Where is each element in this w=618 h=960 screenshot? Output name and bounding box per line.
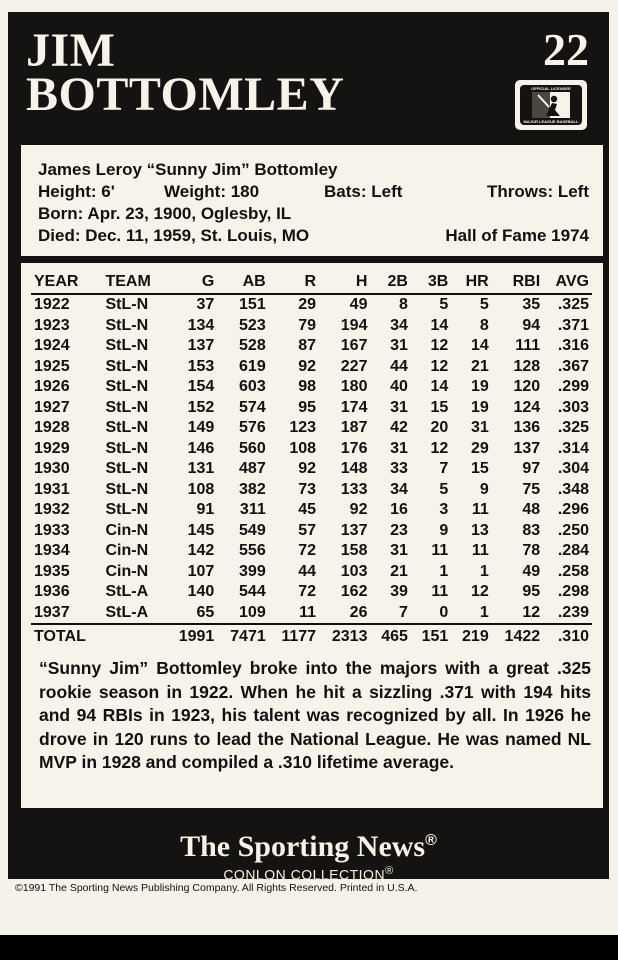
stats-header-ab: AB	[217, 271, 268, 294]
stats-cell-year: 1927	[34, 398, 70, 416]
stats-cell-g: 152	[187, 398, 215, 416]
collection-label	[8, 863, 609, 883]
stats-cell-r: 79	[298, 316, 317, 334]
stats-header-year: YEAR	[31, 271, 102, 294]
stats-cell-rbi: 124	[513, 398, 541, 416]
stats-cell-3b: 12	[430, 357, 449, 375]
stats-cell-g: 142	[187, 542, 215, 559]
stats-cell-h: 103	[340, 562, 368, 580]
stats-cell-h: 174	[340, 398, 368, 416]
stats-cell-hr: 19	[470, 398, 489, 416]
stats-cell-3b: 0	[439, 603, 449, 621]
stats-cell-rbi: 48	[522, 501, 541, 518]
stats-cell-rbi: 111	[515, 337, 541, 354]
player-first-name: JIM	[26, 24, 116, 77]
stats-cell-r: 92	[298, 460, 317, 477]
stats-cell-2b: 31	[390, 337, 408, 354]
stats-cell-team: StL-N	[105, 296, 149, 313]
stats-cell-year: 1929	[34, 439, 70, 457]
stats-cell-g: 91	[196, 501, 215, 518]
stats-cell-g: 107	[187, 562, 215, 580]
stats-cell-year: 1926	[34, 378, 70, 395]
stats-cell-avg: .298	[557, 583, 589, 600]
stats-row	[31, 357, 592, 378]
full-name: James Leroy “Sunny Jim” Bottomley	[38, 160, 338, 179]
born: Born: Apr. 23, 1900, Oglesby, IL	[38, 204, 292, 223]
stats-header-h: H	[319, 271, 370, 294]
stats-cell-g: 134	[187, 316, 215, 334]
stats-cell-team: StL-N	[105, 480, 149, 498]
stats-cell-g: 137	[187, 337, 215, 354]
stats-cell-h: 194	[340, 316, 368, 334]
stats-total-hr: 219	[451, 624, 491, 649]
stats-cell-3b: 20	[430, 419, 449, 436]
stats-cell-ab: 619	[239, 357, 266, 375]
stats-cell-team: StL-N	[105, 419, 149, 436]
stats-total-team	[102, 624, 165, 649]
stats-row	[31, 418, 592, 439]
stats-cell-r: 11	[299, 603, 317, 621]
stats-header-avg: AVG	[543, 271, 592, 294]
stats-cell-rbi: 120	[513, 378, 541, 395]
stats-cell-3b: 1	[439, 562, 449, 580]
stats-cell-3b: 14	[430, 378, 449, 395]
stats-cell-hr: 14	[470, 337, 489, 354]
stats-cell-hr: 11	[471, 501, 489, 518]
stats-row	[31, 480, 592, 501]
stats-cell-h: 158	[340, 542, 368, 559]
stats-total-g: 1991	[166, 624, 217, 649]
stats-cell-3b: 5	[439, 296, 449, 313]
stats-cell-h: 176	[340, 439, 368, 457]
stats-cell-hr: 15	[470, 460, 489, 477]
stats-cell-team: Cin-N	[105, 562, 149, 580]
stats-cell-year: 1924	[34, 337, 70, 354]
stats-cell-2b: 39	[390, 583, 408, 600]
stats-cell-rbi: 12	[522, 603, 541, 621]
stats-cell-r: 73	[298, 480, 317, 498]
stats-cell-rbi: 136	[513, 419, 541, 436]
stats-header-3b: 3B	[411, 271, 451, 294]
stats-cell-2b: 7	[398, 603, 408, 621]
stats-header-team: TEAM	[102, 271, 165, 294]
stats-cell-team: StL-N	[105, 460, 149, 477]
stats-cell-g: 145	[187, 521, 215, 539]
stats-cell-avg: .314	[557, 439, 589, 457]
stats-cell-avg: .303	[557, 398, 589, 416]
stats-cell-ab: 523	[239, 316, 266, 334]
stats-row	[31, 377, 592, 398]
player-name	[26, 24, 345, 121]
stats-cell-year: 1922	[34, 296, 70, 313]
stats-cell-year: 1932	[34, 501, 70, 518]
stats-cell-hr: 11	[471, 542, 489, 559]
stats-cell-team: StL-N	[105, 378, 149, 395]
stats-cell-h: 180	[340, 378, 368, 395]
stats-cell-h: 26	[349, 603, 368, 621]
stats-total-row	[31, 624, 592, 649]
stats-cell-year: 1934	[34, 542, 70, 559]
stats-cell-2b: 31	[390, 439, 408, 457]
career-description: “Sunny Jim” Bottomley broke into the majors with a great .325 rookie season in 1922. When he hit a sizzling .371 with 194 hits and 94 RBIs in 1923, his talent was recognized by all. In 1926 he drove in 120 runs to lead the National League. He was named NL MVP in 1928 and compiled a .310 lifetime average.	[21, 653, 603, 808]
stats-row	[31, 500, 592, 521]
collection-name: CONLON COLLECTION	[223, 866, 386, 883]
bio-panel	[21, 145, 603, 256]
stats-cell-2b: 33	[390, 460, 408, 477]
card-back	[8, 12, 609, 883]
brand-name: The Sporting News	[180, 830, 426, 863]
stats-cell-3b: 14	[430, 316, 449, 334]
stats-cell-avg: .304	[557, 460, 589, 477]
stats-cell-avg: .371	[557, 316, 589, 334]
stats-cell-r: 108	[289, 439, 317, 457]
stats-cell-r: 87	[298, 337, 317, 354]
stats-cell-year: 1931	[34, 480, 70, 498]
stats-cell-ab: 311	[239, 501, 266, 518]
stats-row	[31, 439, 592, 460]
stats-cell-year: 1935	[34, 562, 70, 580]
stats-cell-3b: 12	[430, 337, 449, 354]
stats-cell-year: 1923	[34, 316, 70, 334]
stats-cell-hr: 29	[470, 439, 489, 457]
stats-cell-ab: 560	[239, 439, 266, 457]
stats-cell-rbi: 137	[513, 439, 541, 457]
stats-cell-ab: 109	[239, 603, 266, 621]
stats-cell-year: 1930	[34, 460, 70, 477]
stats-row	[31, 294, 592, 316]
stats-row	[31, 541, 592, 562]
stats-cell-avg: .325	[557, 419, 589, 436]
stats-total-ab: 7471	[217, 624, 268, 649]
stats-cell-3b: 5	[439, 480, 449, 498]
stats-cell-3b: 15	[430, 398, 449, 416]
stats-cell-rbi: 49	[522, 562, 541, 580]
stats-cell-rbi: 97	[522, 460, 541, 477]
stats-cell-ab: 399	[239, 562, 266, 580]
stats-cell-year: 1933	[34, 521, 70, 539]
stats-cell-3b: 3	[439, 501, 449, 518]
stats-cell-2b: 31	[390, 542, 408, 559]
stats-cell-g: 140	[187, 583, 215, 600]
stats-cell-team: StL-N	[105, 357, 149, 375]
stats-cell-h: 92	[349, 501, 368, 518]
stats-cell-hr: 1	[479, 562, 489, 580]
stats-cell-3b: 9	[439, 521, 449, 539]
stats-cell-avg: .348	[557, 480, 589, 498]
stats-cell-h: 162	[340, 583, 368, 600]
stats-cell-rbi: 35	[522, 296, 541, 313]
stats-cell-r: 57	[298, 521, 317, 539]
stats-cell-hr: 21	[470, 357, 489, 375]
died: Died: Dec. 11, 1959, St. Louis, MO	[38, 226, 310, 245]
stats-row	[31, 603, 592, 625]
stats-cell-2b: 16	[390, 501, 408, 518]
stats-table	[31, 271, 592, 649]
stats-cell-2b: 8	[398, 296, 408, 313]
stats-total-r: 1177	[269, 624, 319, 649]
stats-cell-hr: 12	[470, 583, 489, 600]
stats-cell-year: 1937	[34, 603, 70, 621]
bats: Bats: Left	[324, 182, 403, 201]
stats-cell-3b: 11	[431, 583, 449, 600]
scan-border	[0, 935, 618, 960]
stats-cell-hr: 31	[470, 419, 489, 436]
stats-cell-r: 29	[298, 296, 317, 313]
stats-cell-hr: 1	[479, 603, 489, 621]
stats-cell-2b: 40	[390, 378, 408, 395]
stats-cell-h: 137	[340, 521, 368, 539]
stats-cell-g: 131	[187, 460, 215, 477]
stats-cell-ab: 574	[239, 398, 266, 416]
stats-body	[31, 294, 592, 649]
stats-cell-avg: .284	[557, 542, 589, 559]
stats-cell-h: 133	[340, 480, 368, 498]
stats-total-rbi: 1422	[492, 624, 543, 649]
stats-cell-ab: 487	[239, 460, 266, 477]
stats-cell-avg: .258	[557, 562, 589, 580]
stats-cell-2b: 21	[390, 562, 408, 580]
stats-cell-3b: 7	[439, 460, 449, 477]
stats-row	[31, 316, 592, 337]
stats-cell-team: Cin-N	[105, 521, 149, 539]
brand-logo	[8, 824, 609, 864]
stats-cell-team: StL-A	[105, 583, 149, 600]
stats-total-3b: 151	[411, 624, 451, 649]
stats-cell-rbi: 78	[522, 542, 541, 559]
logo-bottom-text: MAJOR LEAGUE BASEBALL	[523, 119, 579, 124]
stats-cell-r: 44	[298, 562, 317, 580]
stats-cell-rbi: 95	[522, 583, 541, 600]
stats-row	[31, 521, 592, 542]
stats-header-g: G	[166, 271, 217, 294]
stats-cell-r: 92	[298, 357, 317, 375]
hall-of-fame: Hall of Fame 1974	[445, 226, 589, 245]
batter-silhouette-icon	[532, 92, 570, 118]
stats-cell-2b: 42	[390, 419, 408, 436]
stats-cell-2b: 34	[390, 480, 408, 498]
stats-cell-2b: 44	[390, 357, 408, 375]
stats-row	[31, 398, 592, 419]
stats-cell-avg: .316	[557, 337, 589, 354]
stats-cell-team: StL-N	[105, 316, 149, 334]
stats-cell-avg: .367	[557, 357, 589, 375]
stats-cell-h: 167	[340, 337, 368, 354]
stats-cell-3b: 11	[431, 542, 449, 559]
stats-cell-rbi: 128	[513, 357, 541, 375]
stats-cell-rbi: 94	[522, 316, 541, 334]
stats-cell-year: 1928	[34, 419, 70, 436]
stats-cell-hr: 8	[479, 316, 489, 334]
stats-cell-ab: 528	[239, 337, 266, 354]
brand-registered-mark: ®	[425, 832, 437, 849]
stats-cell-year: 1925	[34, 357, 70, 375]
card-number: 22	[543, 24, 589, 75]
stats-cell-avg: .325	[557, 296, 589, 313]
height: Height: 6'	[38, 182, 115, 201]
stats-cell-h: 148	[340, 460, 368, 477]
stats-cell-ab: 576	[239, 419, 266, 436]
stats-cell-g: 146	[187, 439, 215, 457]
stats-cell-team: StL-A	[105, 603, 149, 621]
stats-row	[31, 459, 592, 480]
stats-cell-team: Cin-N	[105, 542, 149, 559]
stats-header-2b: 2B	[370, 271, 410, 294]
stats-cell-2b: 31	[390, 398, 408, 416]
logo-top-text: OFFICIAL LICENSEE	[531, 86, 571, 91]
collection-registered-mark: ®	[385, 865, 394, 877]
stats-total-h: 2313	[319, 624, 370, 649]
stats-cell-avg: .299	[557, 378, 589, 395]
stats-cell-g: 154	[187, 378, 215, 395]
stats-cell-g: 153	[187, 357, 215, 375]
stats-row	[31, 582, 592, 603]
stats-total-year: TOTAL	[31, 624, 102, 649]
stats-cell-h: 49	[349, 296, 368, 313]
stats-cell-h: 227	[340, 357, 368, 375]
stats-cell-g: 149	[187, 419, 215, 436]
stats-cell-2b: 34	[390, 316, 408, 334]
stats-cell-ab: 603	[239, 378, 266, 395]
stats-cell-team: StL-N	[105, 337, 149, 354]
stats-cell-team: StL-N	[105, 501, 149, 518]
stats-cell-ab: 556	[239, 542, 266, 559]
stats-cell-rbi: 75	[522, 480, 541, 498]
stats-total-avg: .310	[543, 624, 592, 649]
stats-cell-avg: .239	[557, 603, 589, 621]
stats-cell-rbi: 83	[522, 521, 541, 539]
stats-cell-ab: 544	[239, 583, 266, 600]
stats-cell-r: 95	[298, 398, 317, 416]
stats-cell-g: 108	[187, 480, 215, 498]
stats-cell-h: 187	[340, 419, 368, 436]
stats-cell-hr: 9	[479, 480, 489, 498]
copyright-notice: ©1991 The Sporting News Publishing Company. All Rights Reserved. Printed in U.S.A.	[15, 882, 418, 894]
stats-cell-3b: 12	[430, 439, 449, 457]
stats-cell-g: 37	[196, 296, 215, 313]
stats-cell-year: 1936	[34, 583, 70, 600]
stats-row	[31, 336, 592, 357]
stats-header-rbi: RBI	[492, 271, 543, 294]
stats-cell-hr: 13	[470, 521, 489, 539]
stats-cell-avg: .296	[557, 501, 589, 518]
stats-cell-r: 72	[298, 583, 317, 600]
stats-cell-ab: 382	[239, 480, 266, 498]
stats-cell-hr: 19	[470, 378, 489, 395]
stats-cell-r: 72	[298, 542, 317, 559]
stats-cell-team: StL-N	[105, 398, 149, 416]
stats-header-r: R	[269, 271, 319, 294]
stats-cell-r: 45	[298, 501, 317, 518]
stats-header-hr: HR	[451, 271, 491, 294]
stats-row	[31, 562, 592, 583]
stats-cell-g: 65	[196, 603, 215, 621]
mlb-logo	[515, 80, 587, 130]
stats-cell-r: 123	[289, 419, 317, 436]
stats-cell-team: StL-N	[105, 439, 149, 457]
player-last-name: BOTTOMLEY	[26, 68, 345, 121]
stats-total-2b: 465	[370, 624, 410, 649]
throws: Throws: Left	[487, 182, 589, 201]
stats-cell-hr: 5	[479, 296, 489, 313]
stats-cell-ab: 549	[239, 521, 266, 539]
stats-cell-ab: 151	[239, 296, 266, 313]
stats-cell-2b: 23	[390, 521, 408, 539]
weight: Weight: 180	[164, 182, 260, 201]
stats-cell-r: 98	[298, 378, 317, 395]
stats-panel	[21, 263, 603, 653]
stats-header-row	[31, 271, 592, 294]
stats-cell-avg: .250	[557, 521, 589, 539]
